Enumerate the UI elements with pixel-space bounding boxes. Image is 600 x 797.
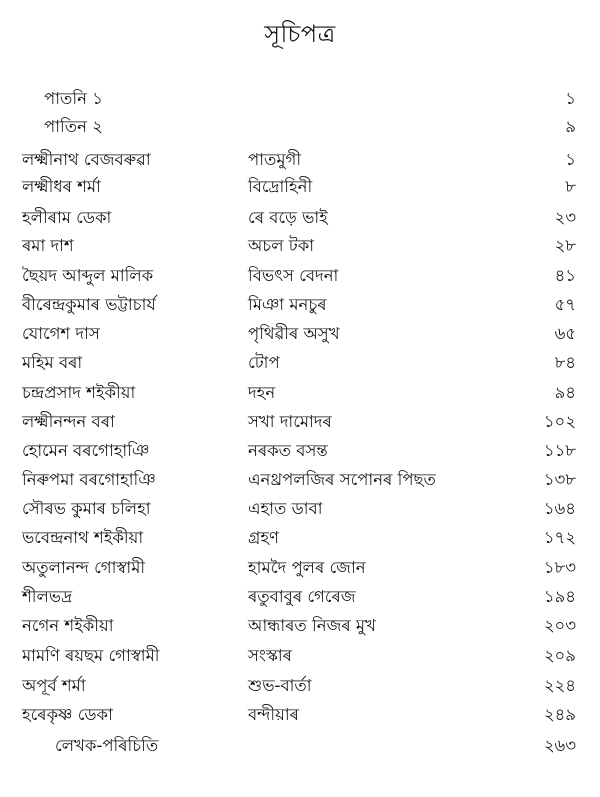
story-title: এহাত ডাবা xyxy=(248,499,323,518)
author-name: শীলভদ্ৰ xyxy=(22,587,73,606)
author-name: নিৰুপমা বৰগোহাঞি xyxy=(22,470,156,489)
story-title: ৰে বড়ে ভাই xyxy=(248,208,328,227)
page-number: ৫৭ xyxy=(554,295,576,314)
story-title: সখা দামোদৰ xyxy=(248,412,332,431)
story-title: টোপ xyxy=(248,353,280,372)
author-intro-row xyxy=(0,733,600,759)
contents-row xyxy=(0,409,600,435)
contents-row xyxy=(0,174,600,200)
contents-row xyxy=(0,613,600,639)
contents-row xyxy=(0,233,600,259)
author-name: ভবেন্দ্ৰনাথ শইকীয়া xyxy=(22,528,144,547)
author-name: লক্ষ্মীনাথ বেজবৰুৱা xyxy=(22,150,151,169)
contents-row xyxy=(0,263,600,289)
contents-row xyxy=(0,496,600,522)
page-number: ২২৪ xyxy=(543,676,576,695)
contents-row xyxy=(0,380,600,406)
story-title: এনথ্ৰপলজিৰ সপোনৰ পিছত xyxy=(248,470,436,489)
contents-row xyxy=(0,147,600,173)
author-name: হলীৰাম ডেকা xyxy=(22,208,112,227)
story-title: আন্ধাৰত নিজৰ মুখ xyxy=(248,616,376,635)
story-title: বন্দীয়াৰ xyxy=(248,705,299,724)
page-number: ২৪৯ xyxy=(543,705,576,724)
author-name: বীৰেন্দ্ৰকুমাৰ ভট্টাচাৰ্য xyxy=(22,295,156,314)
page-number: ১৮৩ xyxy=(543,558,576,577)
story-title: নৰকত বসন্ত xyxy=(248,441,328,460)
page-number: ১০২ xyxy=(543,412,576,431)
story-title: অচল টকা xyxy=(248,236,315,255)
author-name: সৌৰভ কুমাৰ চলিহা xyxy=(22,499,151,518)
author-intro-label: লেখক-পৰিচিতি xyxy=(55,736,159,755)
story-title: মিঞা মনচুৰ xyxy=(248,295,327,314)
intro-label: পাতনি ১ xyxy=(44,89,103,108)
page-number: ১৩৮ xyxy=(543,470,576,489)
story-title: হামদৈ পুলৰ জোন xyxy=(248,558,366,577)
page-number: ২০৯ xyxy=(543,646,576,665)
contents-row xyxy=(0,555,600,581)
author-name: যোগেশ দাস xyxy=(22,324,100,343)
page-number: ১৭২ xyxy=(543,528,576,547)
story-title: গ্ৰহণ xyxy=(248,528,280,547)
page-number: ১১৮ xyxy=(543,441,576,460)
intro-row xyxy=(0,86,600,112)
story-title: ৰতুবাবুৰ গেৰেজ xyxy=(248,587,356,606)
page-number: ৯ xyxy=(565,117,576,136)
page-number: ২৬৩ xyxy=(543,736,576,755)
contents-row xyxy=(0,673,600,699)
page-number: ৮৪ xyxy=(554,353,576,372)
contents-row xyxy=(0,467,600,493)
author-name: মহিম বৰা xyxy=(22,353,83,372)
story-title: বিভৎস বেদনা xyxy=(248,266,339,285)
page-number: ১ xyxy=(565,150,576,169)
page-number: ৪১ xyxy=(554,266,576,285)
story-title: শুভ-বাৰ্তা xyxy=(248,676,312,695)
author-name: লক্ষ্মীধৰ শৰ্মা xyxy=(22,177,101,196)
story-title: পাতমুগী xyxy=(248,150,302,169)
page-number: ৯৪ xyxy=(554,383,576,402)
contents-row xyxy=(0,205,600,231)
contents-row xyxy=(0,584,600,610)
author-name: ৰমা দাশ xyxy=(22,236,74,255)
contents-row xyxy=(0,525,600,551)
intro-row xyxy=(0,114,600,140)
author-name: চন্দ্ৰপ্ৰসাদ শইকীয়া xyxy=(22,383,136,402)
story-title: পৃথিৱীৰ অসুখ xyxy=(248,324,340,343)
author-name: মামণি ৰয়ছম গোস্বামী xyxy=(22,646,160,665)
contents-row xyxy=(0,702,600,728)
author-name: ছৈয়দ আব্দুল মালিক xyxy=(22,266,154,285)
page-number: ১৯৪ xyxy=(543,587,576,606)
author-name: অপূৰ্ব শৰ্মা xyxy=(22,676,86,695)
page-number: ৬৫ xyxy=(554,324,576,343)
intro-label: পাতিন ২ xyxy=(44,117,103,136)
contents-row xyxy=(0,321,600,347)
contents-row xyxy=(0,350,600,376)
author-name: হোমেন বৰগোহাঞি xyxy=(22,441,150,460)
story-title: দহন xyxy=(248,383,276,402)
author-name: নগেন শইকীয়া xyxy=(22,616,114,635)
contents-row xyxy=(0,438,600,464)
page-number: ১৬৪ xyxy=(543,499,576,518)
author-name: লক্ষ্মীনন্দন বৰা xyxy=(22,412,115,431)
page-number: ২৩ xyxy=(554,208,576,227)
page-number: ১ xyxy=(565,89,576,108)
author-name: অতুলানন্দ গোস্বামী xyxy=(22,558,146,577)
story-title: সংস্কাৰ xyxy=(248,646,292,665)
story-title: বিদ্ৰোহিনী xyxy=(248,177,313,196)
page-number: ২০৩ xyxy=(543,616,576,635)
contents-row xyxy=(0,292,600,318)
contents-row xyxy=(0,643,600,669)
page-number: ২৮ xyxy=(554,236,576,255)
page-title: সূচিপত্ৰ xyxy=(264,20,336,48)
author-name: হৰেকৃষ্ণ ডেকা xyxy=(22,705,113,724)
page-number: ৮ xyxy=(565,177,576,196)
